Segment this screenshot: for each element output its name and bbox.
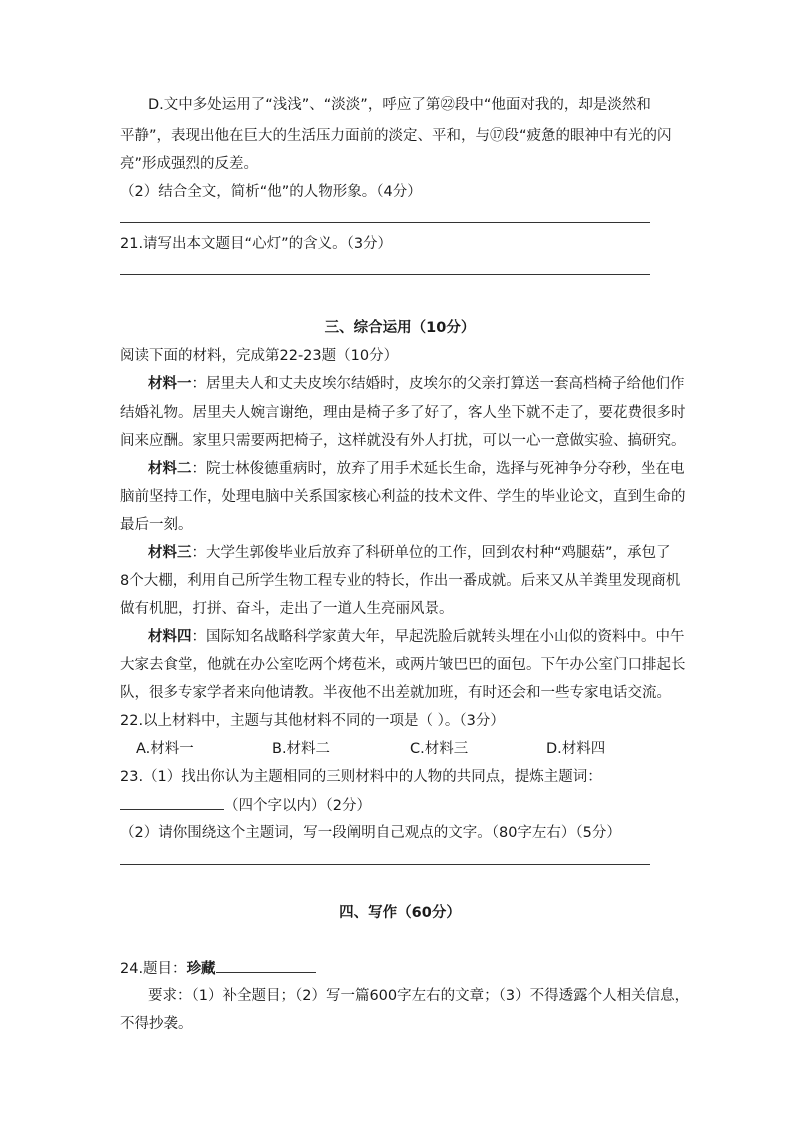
q20-option-d-line1: D.文中多处运用了“浅浅”、“淡淡”，呼应了第㉒段中“他面对我的，却是淡然和 (148, 97, 651, 113)
material3-line1 (148, 543, 671, 563)
material3-line3: 做有机肥，打拼、奋斗，走出了一道人生亮丽风景。 (120, 601, 454, 617)
q22-option-c[interactable]: C.材料三 (410, 741, 469, 757)
material4-line3: 队，很多专家学者来向他请教。半夜他不出差就加班，有时还会和一些专家电话交流。 (120, 685, 671, 701)
material4-line1 (148, 627, 685, 647)
q24-requirements-line1: 要求：（1）补全题目；（2）写一篇600字左右的文章；（3）不得透露个人相关信息， (148, 988, 690, 1004)
material1-text1: ：居里夫人和丈夫皮埃尔结婚时，皮埃尔的父亲打算送一套高档椅子给他们作 (191, 376, 685, 392)
q23-part2-prompt: （2）请你围绕这个主题词，写一段阐明自己观点的文字。（80字左右）（5分） (120, 825, 621, 841)
material2-label: 材料二 (148, 461, 192, 477)
q23-part1-suffix: （四个字以内）（2分） (224, 798, 371, 814)
q20-answer-line[interactable] (120, 222, 650, 223)
material4-text1: ：国际知名战略科学家黄大年，早起洗脸后就转头埋在小山似的资料中。中午 (191, 629, 685, 645)
q22-option-b[interactable]: B.材料二 (272, 741, 331, 757)
material2-line1 (148, 459, 685, 479)
q23-keyword-blank[interactable] (120, 795, 224, 810)
q20-part2-prompt: （2）结合全文，简析“他”的人物形象。（4分） (120, 184, 422, 200)
q23-part1-line2 (120, 795, 371, 816)
q22-prompt: 22.以上材料中，主题与其他材料不同的一项是（ ）。（3分） (120, 713, 505, 729)
material4-line2: 大家去食堂，他就在办公室吃两个烤苞米，或两片皱巴巴的面包。下午办公室门口排起长 (120, 657, 686, 673)
q24-title-blank[interactable] (216, 958, 316, 973)
q24-title-line (120, 958, 316, 979)
material2-line2: 脑前坚持工作，处理电脑中关系国家核心利益的技术文件、学生的毕业论文，直到生命的 (120, 489, 686, 505)
material4-label: 材料四 (148, 629, 192, 645)
material2-text1: ：院士林俊德重病时，放弃了用手术延长生命，选择与死神争分夺秒，坐在电 (191, 461, 685, 477)
q21-answer-line[interactable] (120, 274, 650, 275)
material1-line3: 间来应酬。家里只需要两把椅子，这样就没有外人打扰，可以一心一意做实验、搞研究。 (120, 433, 686, 449)
section4-heading: 四、写作（60分） (339, 905, 461, 921)
q24-requirements-line2: 不得抄袭。 (120, 1016, 193, 1032)
material1-label: 材料一 (148, 376, 192, 392)
material3-label: 材料三 (148, 545, 192, 561)
q22-option-d[interactable]: D.材料四 (546, 741, 606, 757)
q23-part1-prompt: 23.（1）找出你认为主题相同的三则材料中的人物的共同点，提炼主题词： (120, 769, 602, 785)
material1-line2: 结婚礼物。居里夫人婉言谢绝，理由是椅子多了好了，客人坐下就不走了，要花费很多时 (120, 405, 686, 421)
q21-prompt: 21.请写出本文题目“心灯”的含义。（3分） (120, 236, 393, 252)
material3-text1: ：大学生郭俊毕业后放弃了科研单位的工作，回到农村种“鸡腿菇”，承包了 (191, 545, 671, 561)
q23-answer-line[interactable] (120, 864, 650, 865)
material2-line3: 最后一刻。 (120, 517, 193, 533)
section3-heading: 三、综合运用（10分） (324, 320, 476, 336)
q22-option-a[interactable]: A.材料一 (136, 741, 194, 757)
material1-line1 (148, 374, 685, 394)
q20-option-d-line2: 平静”，表现出他在巨大的生活压力面前的淡定、平和，与⑰段“疲惫的眼神中有光的闪 (120, 128, 672, 144)
material3-line2: 8个大棚，利用自己所学生物工程专业的特长，作出一番成就。后来又从羊粪里发现商机 (120, 573, 681, 589)
q20-option-d-line3: 亮”形成强烈的反差。 (120, 156, 259, 172)
section3-intro: 阅读下面的材料，完成第22-23题（10分） (120, 348, 399, 364)
q24-prefix: 24.题目： (120, 961, 187, 977)
q24-title: 珍藏 (186, 961, 216, 977)
